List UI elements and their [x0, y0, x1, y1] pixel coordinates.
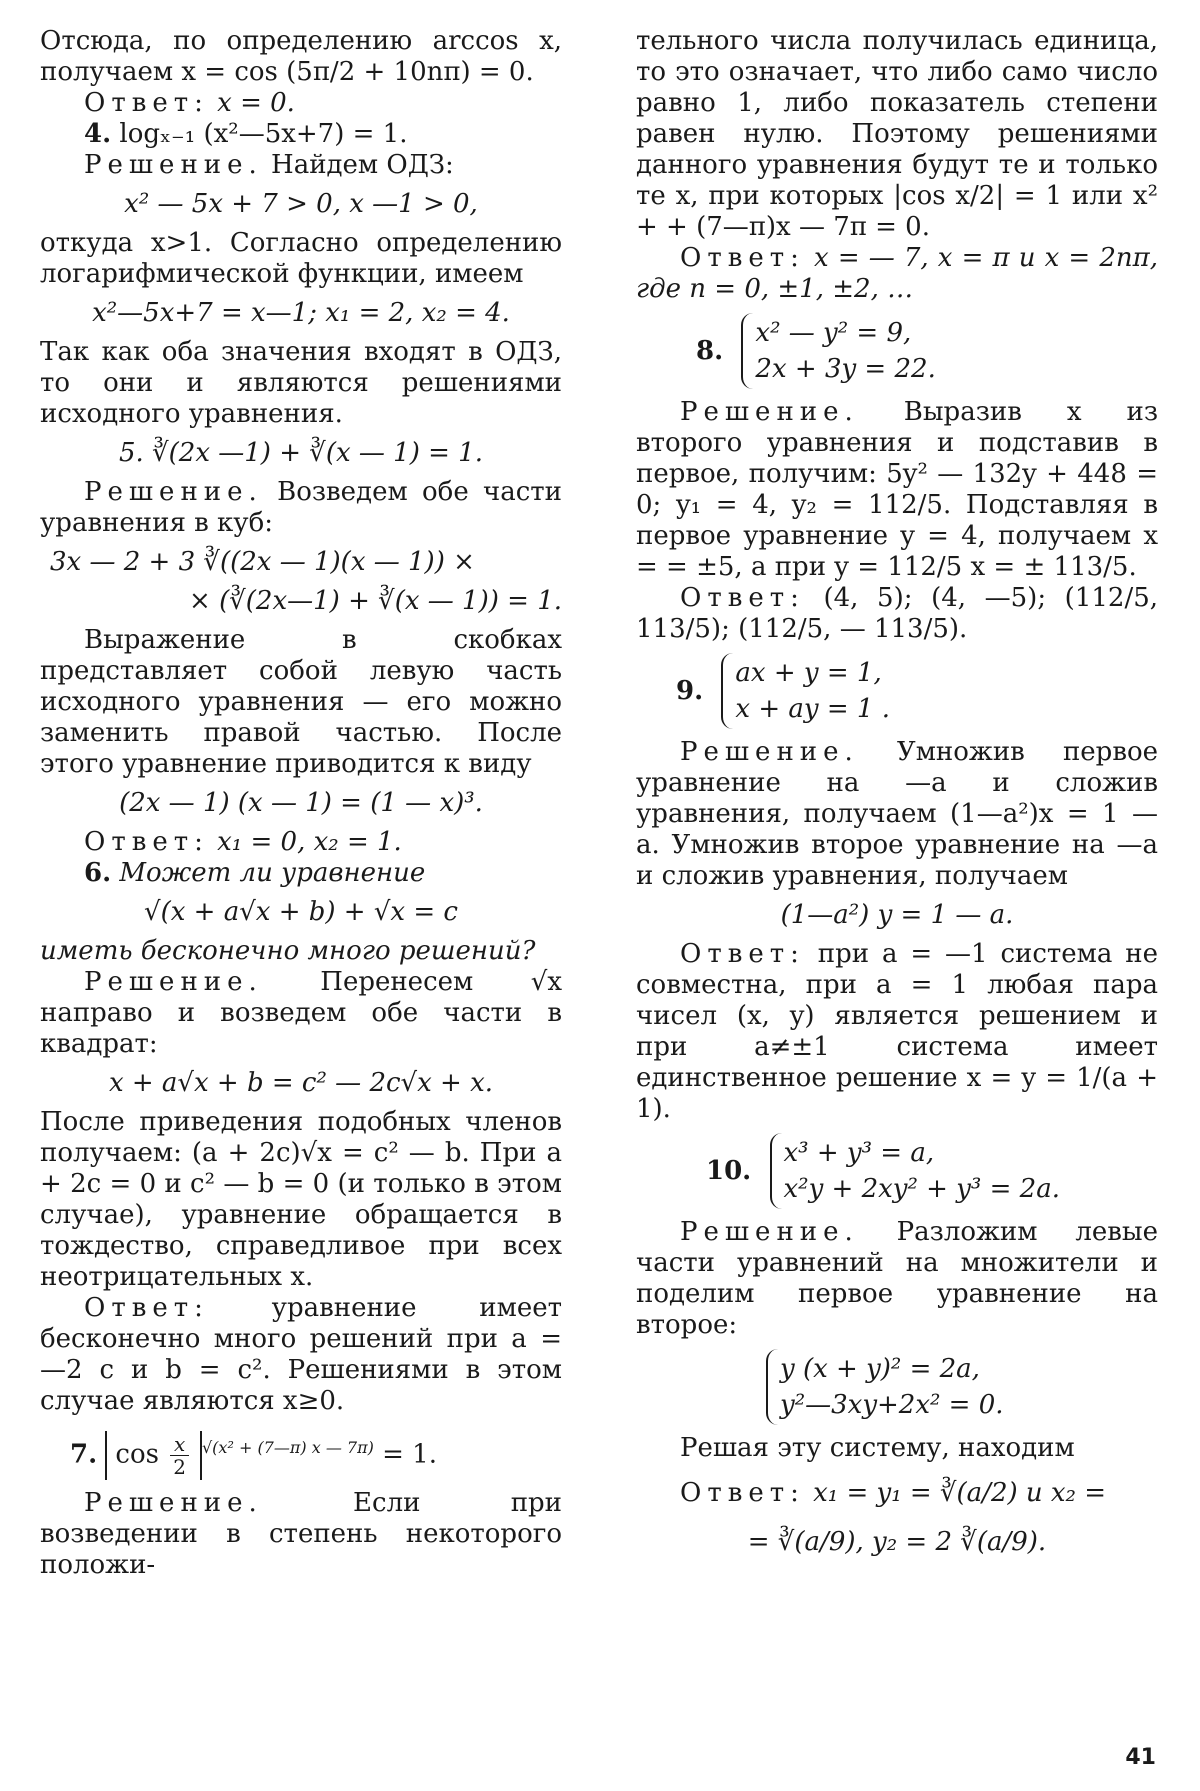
problem-4 — [40, 119, 562, 150]
page-number: 41 — [1125, 1745, 1156, 1770]
answer-text: x = — 7, x = π и x = 2nπ, где n = 0, ±1, ±2, … — [636, 243, 1158, 304]
answer-text: x₁ = 0, x₂ = 1. — [217, 827, 402, 857]
solution-label: Решение. — [84, 150, 263, 180]
problem-5-equation: 5. ∛(2x —1) + ∛(x — 1) = 1. — [119, 438, 483, 468]
solution-text: Если при возведении в степень некоторого положи- — [40, 1488, 562, 1580]
problem-number: 9. — [676, 675, 704, 706]
problem-6 — [40, 858, 562, 889]
equation-system — [741, 313, 935, 389]
answer-text: x = 0. — [217, 88, 295, 118]
equation: (2x — 1) (x — 1) = (1 — x)³. — [119, 788, 483, 818]
denominator: 2 — [173, 1455, 186, 1479]
absolute-value — [105, 1431, 202, 1480]
paragraph: откуда x>1. Согласно определению логарифмической функции, имеем — [40, 228, 562, 289]
answer-label: Ответ: — [680, 243, 805, 273]
paragraph: Отсюда, по определению arccos x, получаем x = cos (5π/2 + 10nπ) = 0. — [40, 26, 562, 87]
solution-line — [40, 150, 562, 181]
equation: 3x — 2 + 3 ∛((2x — 1)(x — 1)) × — [50, 547, 475, 577]
problem-9-system — [636, 653, 1158, 729]
answer-line — [636, 583, 1158, 645]
answer-line — [636, 1478, 1158, 1509]
solution-text: Возведем обе части уравнения в куб: — [40, 477, 563, 538]
system-equation: 2x + 3y = 22. — [755, 354, 936, 384]
solution-text: Перенесем √x направо и возведем обе части в квадрат: — [40, 967, 562, 1059]
cos-function: cos — [115, 1439, 159, 1470]
problem-number: 8. — [696, 335, 724, 366]
solution-text: Выразив x из второго уравнения и подставив в первое, получим: 5y² — 132y + 448 = 0; y₁ = 4, y₂ = 112/5. Подставляя в первое уравнение y = 4, получаем x = = ±5, а при y = 112/5 x = ± 113/5. — [636, 397, 1159, 582]
equation: (1—a²) y = 1 — a. — [780, 900, 1014, 930]
paragraph: После приведения подобных членов получаем: (a + 2c)√x = c² — b. При a + 2c = 0 и c² — b = 0 (и только в этом случае), уравнение обращается в тождество, справедливое при всех неотрицательных x. — [40, 1107, 562, 1292]
left-column — [40, 26, 562, 1581]
system-equation: x³ + y³ = a, — [783, 1138, 935, 1168]
solution-label: Решение. — [680, 1217, 859, 1247]
question-text: иметь бесконечно много решений? — [40, 936, 536, 966]
answer-line — [636, 243, 1158, 305]
answer-label: Ответ: — [680, 583, 805, 613]
numerator: x — [170, 1433, 189, 1456]
equation-system — [766, 1349, 1004, 1425]
answer-text: уравнение имеет бесконечно много решений при a = —2 c и b = c². Решениями в этом случае являются x≥0. — [40, 1293, 562, 1416]
answer-label: Ответ: — [84, 1293, 209, 1323]
question-text: Может ли уравнение — [119, 858, 426, 888]
solution-label: Решение. — [680, 737, 859, 767]
equation: √(x + a√x + b) + √x = c — [144, 897, 458, 927]
equation: = ∛(a/9), y₂ = 2 ∛(a/9). — [747, 1527, 1047, 1557]
system-equation: x² — y² = 9, — [755, 318, 912, 348]
paragraph: Выражение в скобках представляет собой левую часть исходного уравнения — его можно заменить правой частью. После этого уравнение приводится к виду — [40, 625, 562, 779]
paragraph: Решая эту систему, находим — [680, 1433, 1075, 1463]
solution-text: Разложим левые части уравнений на множители и поделим первое уравнение на второе: — [636, 1217, 1158, 1340]
solution-line — [40, 477, 562, 539]
solution-label: Решение. — [84, 477, 263, 507]
system-equation: y (x + y)² = 2a, — [780, 1354, 980, 1384]
answer-line — [40, 88, 562, 119]
solution-line — [636, 737, 1158, 892]
exponent: √(x² + (7—π) x — 7π) — [201, 1437, 374, 1457]
system-equation: y²—3xy+2x² = 0. — [780, 1390, 1004, 1420]
equation-system — [770, 1133, 1060, 1209]
answer-line — [40, 1293, 562, 1417]
solution-text: Умножив первое уравнение на —a и сложив уравнения, получаем (1—a²)x = 1 — a. Умножив второе уравнение на —a и сложив уравнения, получаем — [636, 737, 1159, 891]
fraction — [170, 1433, 189, 1478]
answer-text: (4, 5); (4, —5); (112/5, 113/5); (112/5, — 113/5). — [636, 583, 1159, 644]
answer-line — [40, 827, 562, 858]
problem-7-equation — [40, 1431, 562, 1480]
problem-10-system — [636, 1133, 1158, 1209]
system-equation: x + ay = 1 . — [735, 694, 890, 724]
system-equation: ax + y = 1, — [735, 658, 882, 688]
problem-number: 10. — [706, 1155, 752, 1186]
answer-label: Ответ: — [680, 1478, 805, 1508]
solution-label: Решение. — [680, 397, 859, 427]
paragraph: Так как оба значения входят в ОДЗ, то они и являются решениями исходного уравнения. — [40, 337, 562, 429]
right-column — [636, 26, 1158, 1566]
system-block — [636, 1349, 1158, 1425]
solution-label: Решение. — [84, 967, 263, 997]
solution-line — [636, 397, 1158, 583]
solution-text: Найдем ОДЗ: — [271, 150, 454, 180]
equation: x + a√x + b = c² — 2c√x + x. — [108, 1068, 494, 1098]
equation-system — [721, 653, 890, 729]
problem-number: 4. — [84, 119, 112, 149]
problem-number: 6. — [84, 858, 112, 888]
solution-line — [40, 1488, 562, 1581]
system-equation: x²y + 2xy² + y³ = 2a. — [783, 1174, 1060, 1204]
solution-line — [40, 967, 562, 1060]
solution-label: Решение. — [84, 1488, 263, 1518]
equation: × (∛(2x—1) + ∛(x — 1)) = 1. — [189, 586, 562, 616]
solution-line — [636, 1217, 1158, 1341]
answer-text: x₁ = y₁ = ∛(a/2) и x₂ = — [813, 1478, 1107, 1508]
equation: logₓ₋₁ (x²—5x+7) = 1. — [119, 119, 408, 149]
answer-label: Ответ: — [680, 939, 805, 969]
problem-8-system — [636, 313, 1158, 389]
paragraph: тельного числа получилась единица, то это означает, что либо само число равно 1, либо показатель степени равен нулю. Поэтому решениями данного уравнения будут те и только те x, при которых |cos x/2| = 1 или x² + + (7—π)x — 7π = 0. — [636, 26, 1158, 242]
answer-label: Ответ: — [84, 88, 209, 118]
answer-label: Ответ: — [84, 827, 209, 857]
answer-line — [636, 939, 1158, 1125]
equation: x² — 5x + 7 > 0, x —1 > 0, — [124, 189, 478, 219]
equation: x²—5x+7 = x—1; x₁ = 2, x₂ = 4. — [92, 298, 510, 328]
problem-number: 7. — [70, 1439, 98, 1470]
answer-text: при a = —1 система не совместна, при a = 1 любая пара чисел (x, y) является решением и при a≠±1 система имеет единственное решение x = y = 1/(a + 1). — [636, 939, 1158, 1124]
equation-rhs: = 1. — [382, 1439, 437, 1470]
